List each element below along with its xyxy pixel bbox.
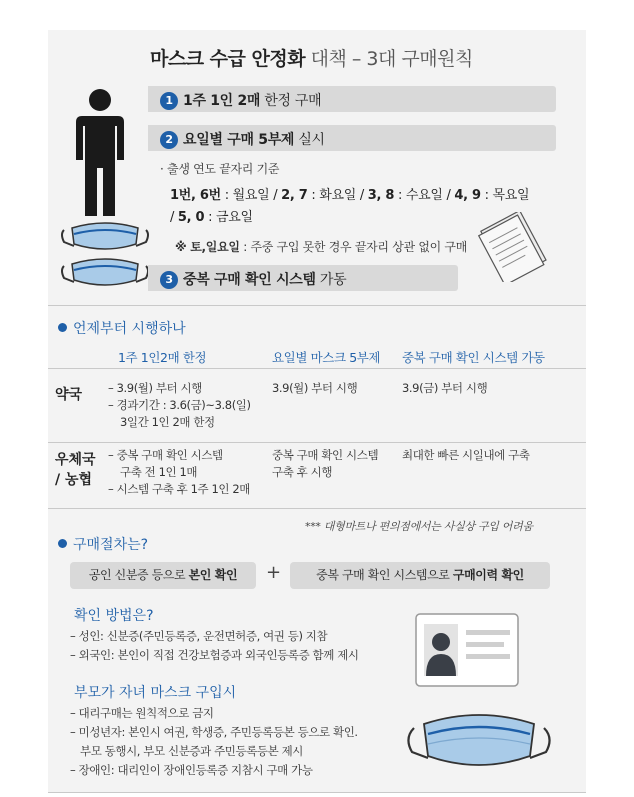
history-check-pill: 중복 구매 확인 시스템으로 구매이력 확인 [290,562,550,589]
rule-number-1: 1 [160,92,178,110]
birth-rule-label: · 출생 연도 끝자리 기준 [160,162,280,176]
list-item: – 성인: 신분증(주민등록증, 운전면허증, 여권 등) 지참 [70,629,328,643]
store-note: *** 대형마트나 편의점에서는 사실상 구입 어려움 [305,520,533,533]
person-icon [74,88,126,218]
table-row-line [48,442,586,443]
birth-rule-line1: 1번, 6번 : 월요일 / 2, 7 : 화요일 / 3, 8 : 수요일 / 4, 9 : 목요일 [170,188,530,203]
title-sub: 대책 – 3대 구매원칙 [310,48,473,70]
postoffice-col1: – 중복 구매 확인 시스템 구축 전 1인 1매 – 시스템 구축 후 1주 1인 2매 [108,448,251,496]
rule-3-rest: 가동 [315,272,347,288]
verify-heading: 확인 방법은? [74,608,154,624]
id-card-icon [414,612,520,688]
column-head-3: 중복 구매 확인 시스템 가동 [402,350,545,365]
title-main: 마스크 수급 안정화 [150,48,306,70]
column-head-2: 요일별 마스크 5부제 [272,350,381,365]
mask-icon [60,256,150,290]
section-divider [48,305,586,306]
bullet-dot-icon [58,539,67,548]
rule-number-2: 2 [160,131,178,149]
list-item: – 대리구매는 원칙적으로 금지 [70,706,214,720]
verify-list [70,627,359,665]
list-item: – 장애인: 대리인이 장애인등록증 지참시 구매 가능 [70,763,313,777]
pharmacy-col3: 3.9(금) 부터 시행 [402,381,488,395]
parents-list [70,704,358,780]
bottom-line [48,792,586,793]
rule-3 [160,269,346,289]
row-label-post-office: 우체국 / 농협 [55,452,96,488]
list-item: – 미성년자: 본인시 여권, 학생증, 주민등록등본 등으로 확인. [70,725,358,739]
rule-2-bold: 요일별 구매 5부제 [183,132,295,148]
plus-sign: + [266,562,282,583]
rule-1-rest: 한정 구매 [260,93,322,109]
column-head-1: 1주 1인2매 한정 [118,350,207,365]
rule-1 [160,90,321,110]
table-bottom-line [48,508,586,509]
rule-number-3: 3 [160,271,178,289]
procedure-heading: 구매절차는? [58,534,148,554]
postoffice-col2: 중복 구매 확인 시스템 구축 후 시행 [272,448,379,479]
mask-icon [404,710,554,774]
parents-heading: 부모가 자녀 마스크 구입시 [74,685,237,701]
postoffice-col3: 최대한 빠른 시일내에 구축 [402,448,530,462]
list-item: 부모 동행시, 부모 신분증과 주민등록등본 제시 [80,744,304,758]
pharmacy-col2: 3.9(월) 부터 시행 [272,381,358,395]
page-title [150,44,473,71]
mask-icon [60,220,150,254]
row-label-pharmacy: 약국 [55,387,83,403]
rule-3-bold: 중복 구매 확인 시스템 [183,272,316,288]
table-header-line [48,368,586,369]
document-icon [470,212,556,282]
birth-rule-line2: / 5, 0 : 금요일 [170,210,253,225]
weekend-note: ※ 토,일요일 : 주중 구입 못한 경우 끝자리 상관 없이 구매 [175,240,468,254]
pharmacy-col1: – 3.9(월) 부터 시행 – 경과기간 : 3.6(금)~3.8(일) 3일간 1인 2매 한정 [108,381,251,429]
bullet-dot-icon [58,323,67,332]
when-heading: 언제부터 시행하나 [58,318,186,338]
identity-check-pill: 공인 신분증 등으로 본인 확인 [70,562,256,589]
rule-2 [160,129,325,149]
list-item: – 외국인: 본인이 직접 건강보험증과 외국인등록증 함께 제시 [70,648,359,662]
rule-1-bold: 1주 1인 2매 [183,93,261,109]
rule-2-rest: 실시 [294,132,325,148]
